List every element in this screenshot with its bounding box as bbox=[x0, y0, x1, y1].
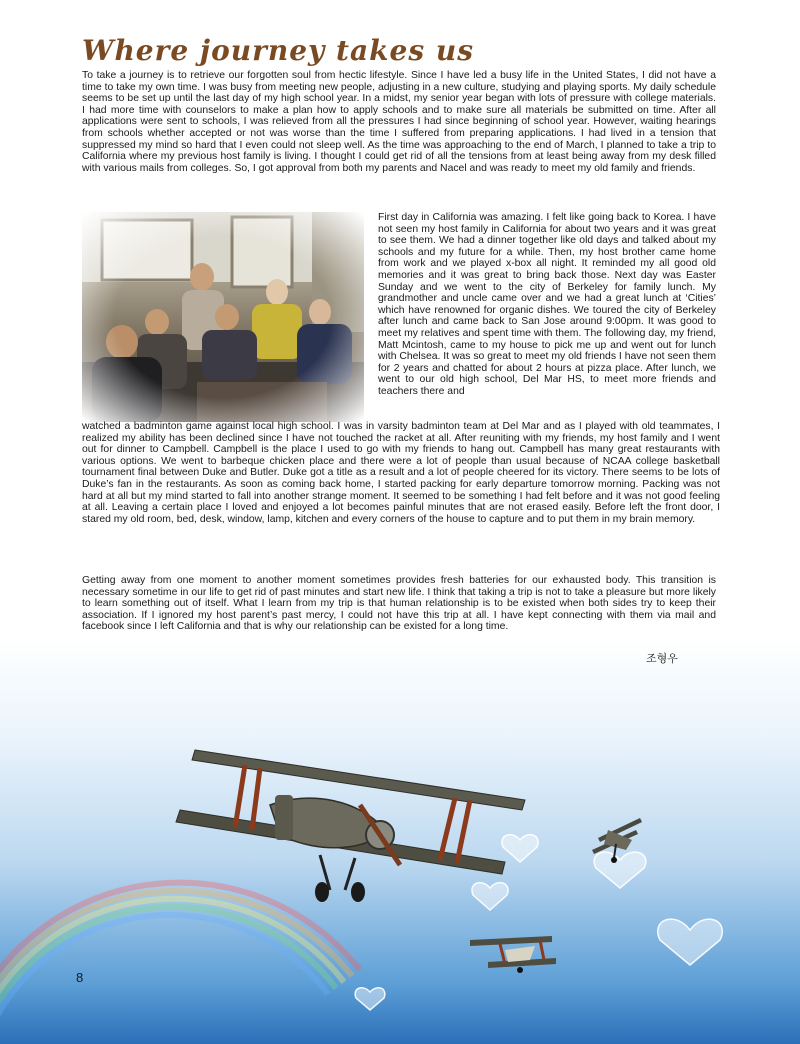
rainbow-icon bbox=[0, 883, 360, 1044]
paragraph-california: First day in California was amazing. I felt like going back to Korea. I have not seen my host family in California for about two years and it was great to see them. We had a dinner together like old days and talked about my schools and my future for a while. Then, my host brother came home from work and we played x-box all night. It reminded my all good old memories and it was great to bring back those. Next day was Easter Sunday and we went to the city of Berkeley for family lunch. My grandmother and uncle came over and we had a great lunch at ‘Cities’ which have renowned for organic dishes. We toured the city of Berkeley after lunch and came back to San Jose around 9:00pm. It was good to meet my relatives and spent time with them. The following day, my friend, Matt Mcintosh, came to my house to pick me up and went out for lunch with Chelsea. It was so great to meet my old friends I have not seen them for 2 years and chatted for about 2 hours at pizza place. After lunch, we went to our old high school, Del Mar HS, to meet more friends and teachers there and bbox=[378, 212, 716, 397]
group-photo bbox=[82, 212, 364, 422]
heart-bubbles-icon bbox=[355, 835, 722, 1010]
page-number: 8 bbox=[76, 970, 84, 985]
small-biplane-bottom-icon bbox=[470, 936, 556, 973]
paragraph-conclusion: Getting away from one moment to another moment sometimes provides fresh batteries for our exhausted body. This transition is necessary sometime in our life to get rid of past minutes and start new life. I think that taking a trip is not to take a pleasure but more likely to learn something out of itself. What I learn from my trip is that human relationship is to be existed when both sides try to keep their association. If I ignored my host parent’s past mercy, I could not have this trip at all. I have kept connecting with them via mail and facebook since I left California and that is why our relationship can be existed for a long time. bbox=[82, 575, 716, 633]
airplane-illustration bbox=[0, 640, 800, 1044]
large-biplane-icon bbox=[176, 750, 525, 902]
page-title: Where journey takes us bbox=[82, 34, 474, 67]
author-signature: 조형우 bbox=[646, 653, 678, 665]
paragraph-badminton: watched a badminton game against local high school. I was in varsity badminton team at Del Mar and as I played with old teammates, I realized my ability has been declined since I have not touched the racket at all. After reuniting with my friends, my host family and I went out for dinner to Campbell. Campbell is the place I used to go with my friends to hang out. Campbell has many great restaurants with various options. We went to barbeque chicken place and there were a lot of people than usual because of NCAA college basketball tournament final between Duke and Butler. Duke got a title as a result and a lot of people cheered for its victory. There seems to be lots of Duke’s fan in the restaurants. As soon as coming back home, I started packing for early departure tomorrow morning. Packing was not hard at all but my mind started to fall into another strange moment. It seemed to be something I had felt before and it was not good feeling at all. Leaving a certain place I loved and enjoyed a lot becomes painful minutes that are not erased easily. Before left the front door, I stared my old room, bed, desk, window, lamp, kitchen and every corners of the house to capture and to put them in my brain memory. bbox=[82, 421, 720, 525]
paragraph-intro: To take a journey is to retrieve our forgotten soul from hectic lifestyle. Since I have led a busy life in the United States, I did not have a time to take my own time. I was busy from meeting new people, adjusting in a new culture, studying and playing sports. My daily schedule seems to be set up until the last day of my high school year. In a midst, my senior year began with lots of pressure with college materials. I had more time with counselors to make a plan how to apply schools and to make sure all materials be submitted on time. After all applications were sent to schools, I was relieved from all the pressures I had since beginning of school year. However, waiting hearings from schools whether accepted or not was worse than the time I suffered from preparing applications. I had lived in a tension that suppressed my mind so hard that I even could not sleep well. As the time was approaching to the end of March, I planned to take a trip to California where my previous host family is living. I thought I could get rid of all the tensions from at least being away from my desk filled with various mails from colleges. So, I got approval from both my parents and Nacel and was ready to meet my old family and friends. bbox=[82, 70, 716, 174]
